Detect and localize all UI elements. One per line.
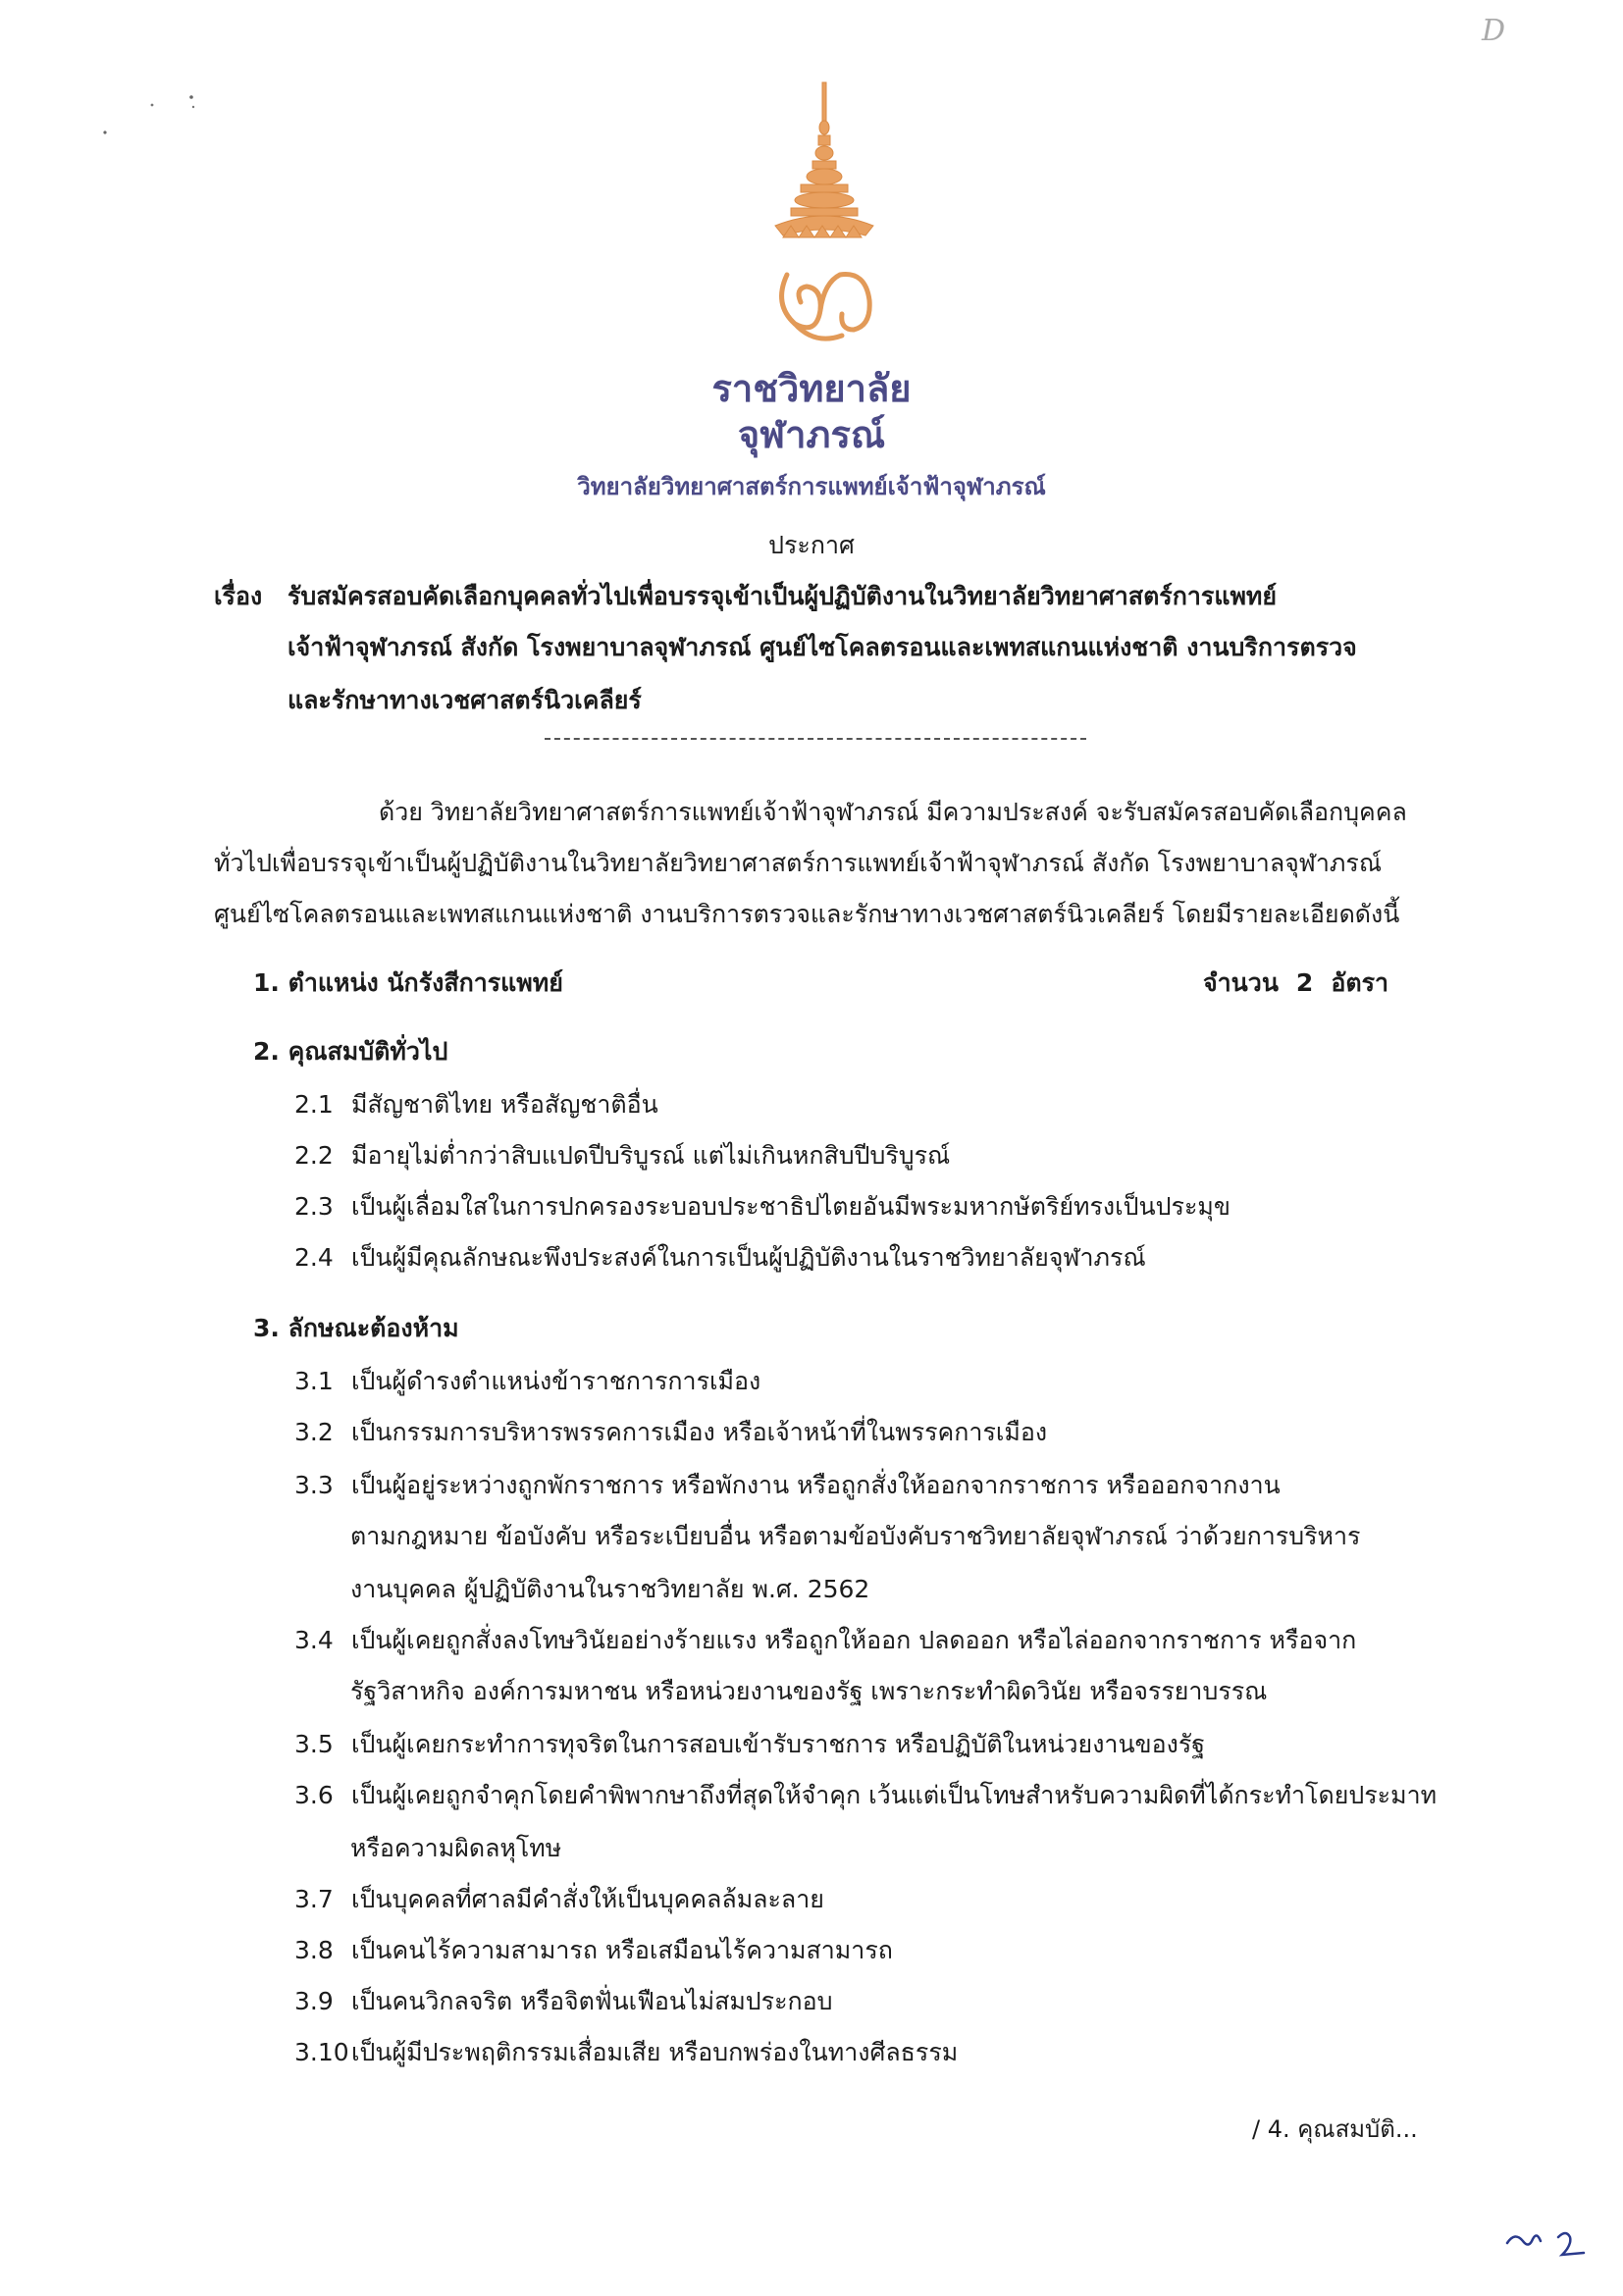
subject-label: เรื่อง bbox=[214, 582, 263, 610]
position-heading: 1. ตำแหน่ง นักรังสีการแพทย์ bbox=[253, 968, 563, 997]
item-text: เป็นคนไร้ความสามารถ หรือเสมือนไร้ความสามารถ bbox=[351, 1936, 893, 1964]
list-item bbox=[294, 1187, 1230, 1226]
item-text: เป็นผู้ดำรงตำแหน่งข้าราชการการเมือง bbox=[351, 1367, 761, 1395]
item-text: เป็นผู้เลื่อมใสในการปกครองระบอบประชาธิปไตยอันมีพระมหากษัตริย์ทรงเป็นประมุข bbox=[351, 1192, 1230, 1221]
item-number: 2.2 bbox=[294, 1141, 334, 1170]
item-number: 3.2 bbox=[294, 1418, 334, 1446]
intro-paragraph-line: ทั่วไปเพื่อบรรจุเข้าเป็นผู้ปฏิบัติงานในวิทยาลัยวิทยาศาสตร์การแพทย์เจ้าฟ้าจุฬาภรณ์ สังกัด โรงพยาบาลจุฬาภรณ์ bbox=[214, 849, 1383, 877]
item-number: 2.1 bbox=[294, 1090, 334, 1119]
item-number: 2.4 bbox=[294, 1243, 334, 1272]
item-number: 3.7 bbox=[294, 1885, 334, 1913]
item-number: 3.10 bbox=[294, 2038, 349, 2066]
org-subtitle: วิทยาลัยวิทยาศาสตร์การแพทย์เจ้าฟ้าจุฬาภรณ์ bbox=[577, 473, 1046, 500]
item-number: 2.3 bbox=[294, 1192, 334, 1221]
org-name-line2: จุฬาภรณ์ bbox=[737, 413, 886, 456]
list-item bbox=[294, 1085, 658, 1124]
item-text: เป็นผู้มีคุณลักษณะพึงประสงค์ในการเป็นผู้ปฏิบัติงานในราชวิทยาลัยจุฬาภรณ์ bbox=[351, 1243, 1146, 1272]
count-label: จำนวน bbox=[1203, 968, 1279, 997]
item-continuation: ตามกฎหมาย ข้อบังคับ หรือระเบียบอื่น หรือตามข้อบังคับราชวิทยาลัยจุฬาภรณ์ ว่าด้วยการบริหาร bbox=[350, 1522, 1361, 1550]
item-number: 3.9 bbox=[294, 1987, 334, 2015]
list-item bbox=[294, 1362, 760, 1401]
item-number: 3.3 bbox=[294, 1471, 334, 1499]
announcement-title: ประกาศ bbox=[768, 531, 855, 559]
list-item bbox=[294, 1931, 893, 1970]
dashed-separator bbox=[545, 738, 1086, 740]
item-number: 3.8 bbox=[294, 1936, 334, 1964]
item-number: 3.6 bbox=[294, 1781, 334, 1809]
scan-specks bbox=[93, 83, 211, 142]
subject-line: เจ้าฟ้าจุฬาภรณ์ สังกัด โรงพยาบาลจุฬาภรณ์ ศูนย์ไซโคลตรอนและเพทสแกนแห่งชาติ งานบริการตรวจ bbox=[288, 633, 1357, 661]
subject-line: รับสมัครสอบคัดเลือกบุคคลทั่วไปเพื่อบรรจุเข้าเป็นผู้ปฏิบัติงานในวิทยาลัยวิทยาศาสตร์การแพทย์ bbox=[288, 582, 1278, 610]
item-text: เป็นคนวิกลจริต หรือจิตฟั่นเฟือนไม่สมประกอบ bbox=[351, 1987, 833, 2015]
item-continuation: หรือความผิดลหุโทษ bbox=[350, 1834, 562, 1862]
item-text: เป็นผู้มีประพฤติกรรมเสื่อมเสีย หรือบกพร่องในทางศีลธรรม bbox=[351, 2038, 959, 2066]
corner-mark: D bbox=[1482, 14, 1506, 48]
item-text: เป็นกรรมการบริหารพรรคการเมือง หรือเจ้าหน้าที่ในพรรคการเมือง bbox=[351, 1418, 1048, 1446]
item-continuation: รัฐวิสาหกิจ องค์การมหาชน หรือหน่วยงานของรัฐ เพราะกระทำผิดวินัย หรือจรรยาบรรณ bbox=[350, 1677, 1268, 1705]
item-text: เป็นผู้เคยถูกจำคุกโดยคำพิพากษาถึงที่สุดให้จำคุก เว้นแต่เป็นโทษสำหรับความผิดที่ได้กระทำโดยประมาท bbox=[351, 1781, 1438, 1809]
item-continuation: งานบุคคล ผู้ปฏิบัติงานในราชวิทยาลัย พ.ศ. 2562 bbox=[350, 1575, 870, 1603]
intro-paragraph-line: ศูนย์ไซโคลตรอนและเพทสแกนแห่งชาติ งานบริการตรวจและรักษาทางเวชศาสตร์นิวเคลียร์ โดยมีรายละเอียดดังนี้ bbox=[214, 900, 1400, 928]
item-text: เป็นผู้อยู่ระหว่างถูกพักราชการ หรือพักงาน หรือถูกสั่งให้ออกจากราชการ หรือออกจากงาน bbox=[351, 1471, 1281, 1499]
count-value: 2 bbox=[1295, 968, 1314, 997]
list-item bbox=[294, 1238, 1146, 1278]
subject-line: และรักษาทางเวชศาสตร์นิวเคลียร์ bbox=[288, 686, 642, 714]
item-text: เป็นผู้เคยกระทำการทุจริตในการสอบเข้ารับราชการ หรือปฏิบัติในหน่วยงานของรัฐ bbox=[351, 1730, 1206, 1758]
item-number: 3.5 bbox=[294, 1730, 334, 1758]
intro-paragraph-line: ด้วย วิทยาลัยวิทยาศาสตร์การแพทย์เจ้าฟ้าจุฬาภรณ์ มีความประสงค์ จะรับสมัครสอบคัดเลือกบุคคล bbox=[379, 798, 1407, 826]
list-item bbox=[294, 1413, 1047, 1452]
handwritten-initials bbox=[1501, 2208, 1609, 2276]
list-item bbox=[294, 1880, 824, 1919]
count-unit: อัตรา bbox=[1331, 968, 1389, 997]
item-text: เป็นผู้เคยถูกสั่งลงโทษวินัยอย่างร้ายแรง หรือถูกให้ออก ปลดออก หรือไล่ออกจากราชการ หรือจาก bbox=[351, 1626, 1357, 1654]
position-count bbox=[1203, 964, 1388, 1003]
item-number: 3.1 bbox=[294, 1367, 334, 1395]
org-name-line1: ราชวิทยาลัย bbox=[711, 367, 912, 410]
list-item bbox=[294, 1136, 950, 1175]
list-item bbox=[294, 1725, 1205, 1764]
college-logo-icon bbox=[756, 78, 893, 373]
list-item bbox=[294, 1982, 833, 2021]
list-item bbox=[294, 1776, 1437, 1815]
next-page-indicator: / 4. คุณสมบัติ... bbox=[1252, 2115, 1418, 2143]
item-text: มีอายุไม่ต่ำกว่าสิบแปดปีบริบูรณ์ แต่ไม่เกินหกสิบปีบริบูรณ์ bbox=[351, 1141, 951, 1170]
item-text: เป็นบุคคลที่ศาลมีคำสั่งให้เป็นบุคคลล้มละลาย bbox=[351, 1885, 824, 1913]
item-number: 3.4 bbox=[294, 1626, 334, 1654]
qualifications-heading: 2. คุณสมบัติทั่วไป bbox=[253, 1037, 448, 1066]
list-item bbox=[294, 1621, 1356, 1660]
list-item bbox=[294, 1466, 1281, 1505]
item-text: มีสัญชาติไทย หรือสัญชาติอื่น bbox=[351, 1090, 658, 1119]
list-item bbox=[294, 2033, 958, 2072]
prohibitions-heading: 3. ลักษณะต้องห้าม bbox=[253, 1314, 459, 1342]
